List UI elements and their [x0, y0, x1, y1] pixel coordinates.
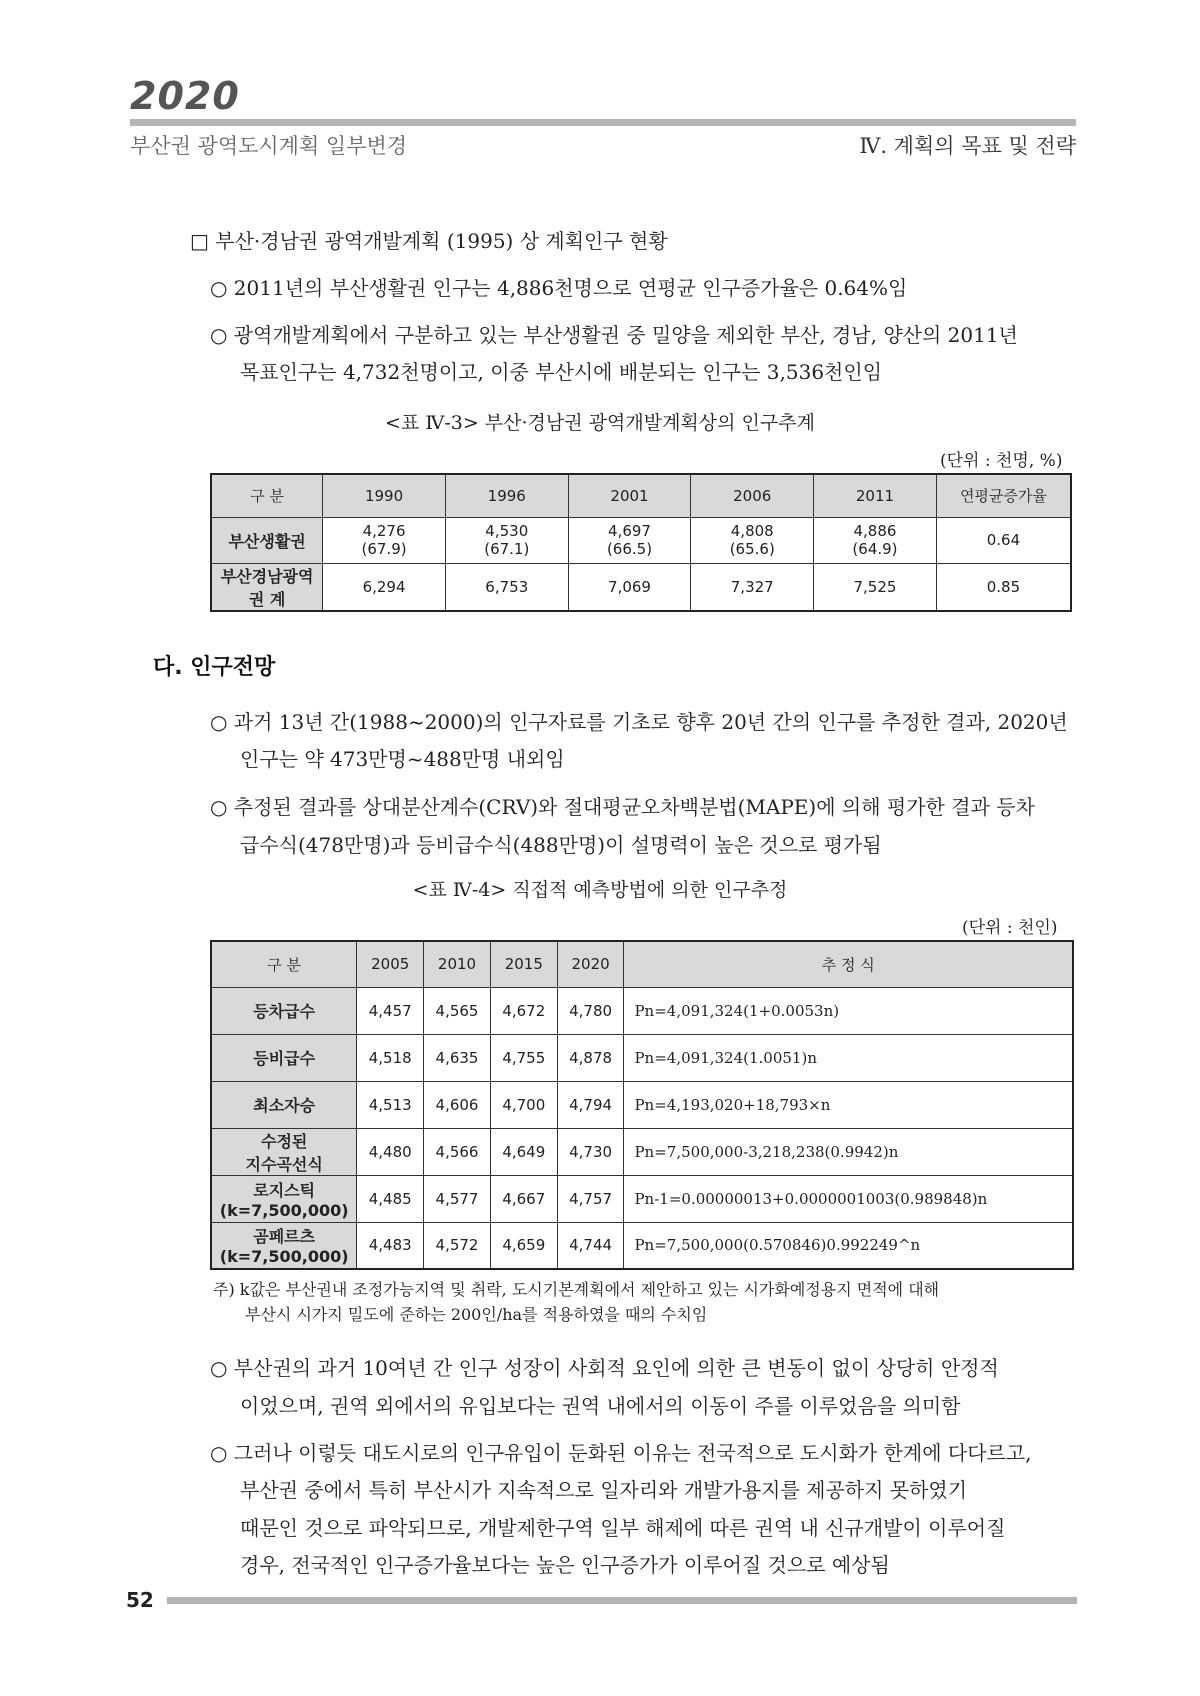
- table2-header-cell: 2020: [557, 941, 624, 987]
- table2-header-cell: 추 정 식: [624, 941, 1073, 987]
- table2-header-cell: 구 분: [211, 941, 357, 987]
- intro-bullet-1: ○ 2011년의 부산생활권 인구는 4,886천명으로 연평균 인구증가율은 0.64%임: [210, 276, 908, 300]
- header-right-title: Ⅳ. 계획의 목표 및 전략: [859, 134, 1076, 158]
- section-bullet-1-line-2: 인구는 약 473만명~488만명 내외임: [240, 747, 565, 771]
- table-row: [211, 1222, 1073, 1269]
- table2-cell: 4,730: [557, 1128, 624, 1175]
- table1: [210, 473, 1072, 612]
- table2-cell: 4,518: [357, 1034, 424, 1081]
- table1-caption: <표 Ⅳ-3> 부산·경남권 광역개발계획상의 인구추계: [385, 412, 815, 434]
- table2-cell: 4,672: [490, 987, 557, 1034]
- table2-row-label: 수정된 지수곡선식: [211, 1128, 357, 1175]
- table2-cell: 4,744: [557, 1222, 624, 1269]
- closing-bullet-2-line-3: 때문인 것으로 파악되므로, 개발제한구역 일부 해제에 따른 권역 내 신규개발이 이루어질: [240, 1516, 1006, 1540]
- table1-cell: 7,525: [814, 563, 937, 611]
- table2-cell: 4,667: [490, 1175, 557, 1222]
- table2-cell: 4,565: [424, 987, 491, 1034]
- header-year: 2020: [130, 74, 240, 118]
- section-bullet-2-line-2: 급수식(478만명)과 등비급수식(488만명)이 설명력이 높은 것으로 평가됨: [240, 833, 882, 857]
- page-number: 52: [126, 1588, 154, 1612]
- intro-bullet-2-line-2: 목표인구는 4,732천명이고, 이중 부산시에 배분되는 인구는 3,536천인임: [240, 360, 883, 384]
- table2-header-cell: 2015: [490, 941, 557, 987]
- table1-unit: (단위 : 천명, %): [940, 451, 1063, 471]
- table1-cell: 4,808 (65.6): [691, 517, 814, 563]
- table1-cell: 4,276 (67.9): [323, 517, 446, 563]
- table-row: [211, 1175, 1073, 1222]
- section-title: 다. 인구전망: [153, 655, 276, 680]
- table2-formula: Pn-1=0.00000013+0.0000001003(0.989848)n: [624, 1175, 1073, 1222]
- closing-bullet-2-line-1: ○ 그러나 이렇듯 대도시로의 인구유입이 둔화된 이유는 전국적으로 도시화가 한계에 다다르고,: [210, 1441, 1032, 1465]
- table2-note-line-2: 부산시 시가지 밀도에 준하는 200인/ha를 적용하였을 때의 수치임: [245, 1305, 708, 1324]
- intro-bullet-2-line-1: ○ 광역개발계획에서 구분하고 있는 부산생활권 중 밀양을 제외한 부산, 경남, 양산의 2011년: [210, 323, 1018, 347]
- table1-row-label: 부산경남광역 권 계: [211, 563, 323, 611]
- table1-header-cell: 2011: [814, 474, 937, 517]
- table2-cell: 4,700: [490, 1081, 557, 1128]
- closing-bullet-1-line-1: ○ 부산권의 과거 10여년 간 인구 성장이 사회적 요인에 의한 큰 변동이 없이 상당히 안정적: [210, 1356, 999, 1380]
- table2-note-line-1: 주) k값은 부산권내 조정가능지역 및 취락, 도시기본계획에서 제안하고 있는 시가화예정용지 면적에 대해: [213, 1280, 940, 1299]
- table2-row-label: 최소자승: [211, 1081, 357, 1128]
- table1-cell: 6,753: [445, 563, 568, 611]
- table2-header-cell: 2010: [424, 941, 491, 987]
- table2-cell: 4,780: [557, 987, 624, 1034]
- header-left-title: 부산권 광역도시계획 일부변경: [130, 134, 408, 158]
- table1-row-label: 부산생활권: [211, 517, 323, 563]
- table1-rate-cell: 0.64: [936, 517, 1071, 563]
- table1-rate-cell: 0.85: [936, 563, 1071, 611]
- table-row: [211, 987, 1073, 1034]
- table2-cell: 4,635: [424, 1034, 491, 1081]
- table1-header-cell: 1996: [445, 474, 568, 517]
- table2-cell: 4,513: [357, 1081, 424, 1128]
- table-row: [211, 1128, 1073, 1175]
- table2-row-label: 곰페르츠 (k=7,500,000): [211, 1222, 357, 1269]
- table1-cell: 4,697 (66.5): [568, 517, 691, 563]
- footer-rule: [167, 1597, 1077, 1604]
- table1-header-cell: 1990: [323, 474, 446, 517]
- table1-header-cell: 2001: [568, 474, 691, 517]
- table2-cell: 4,566: [424, 1128, 491, 1175]
- closing-bullet-2-line-4: 경우, 전국적인 인구증가율보다는 높은 인구증가가 이루어질 것으로 예상됨: [240, 1553, 890, 1577]
- table2-formula: Pn=4,091,324(1+0.0053n): [624, 987, 1073, 1034]
- table2-cell: 4,757: [557, 1175, 624, 1222]
- table2-cell: 4,577: [424, 1175, 491, 1222]
- table2-row-label: 등차급수: [211, 987, 357, 1034]
- section-bullet-1-line-1: ○ 과거 13년 간(1988~2000)의 인구자료를 기초로 향후 20년 간의 인구를 추정한 결과, 2020년: [210, 710, 1068, 734]
- table2-caption: <표 Ⅳ-4> 직접적 예측방법에 의한 인구추정: [412, 879, 788, 901]
- table2-cell: 4,606: [424, 1081, 491, 1128]
- header-rule: [130, 119, 1076, 126]
- table1-header-cell: 2006: [691, 474, 814, 517]
- table2-cell: 4,794: [557, 1081, 624, 1128]
- table1-header-cell: 연평균증가율: [936, 474, 1071, 517]
- table2-formula: Pn=7,500,000(0.570846)0.992249^n: [624, 1222, 1073, 1269]
- table1-cell: 7,069: [568, 563, 691, 611]
- section-bullet-2-line-1: ○ 추정된 결과를 상대분산계수(CRV)와 절대평균오차백분법(MAPE)에 의해 평가한 결과 등차: [210, 795, 1035, 819]
- table2-row-label: 로지스틱 (k=7,500,000): [211, 1175, 357, 1222]
- table2-cell: 4,572: [424, 1222, 491, 1269]
- closing-bullet-2-line-2: 부산권 중에서 특히 부산시가 지속적으로 일자리와 개발가용지를 제공하지 못하였기: [240, 1478, 968, 1502]
- table1-header-cell: 구 분: [211, 474, 323, 517]
- table2-cell: 4,755: [490, 1034, 557, 1081]
- table2-cell: 4,457: [357, 987, 424, 1034]
- table-row: [211, 1034, 1073, 1081]
- table2-cell: 4,649: [490, 1128, 557, 1175]
- intro-heading: □ 부산·경남권 광역개발계획 (1995) 상 계획인구 현황: [190, 229, 668, 253]
- table2-formula: Pn=4,091,324(1.0051)n: [624, 1034, 1073, 1081]
- table2-header-row: [211, 941, 1073, 987]
- table2-cell: 4,480: [357, 1128, 424, 1175]
- table1-cell: 4,530 (67.1): [445, 517, 568, 563]
- table-row: [211, 563, 1071, 611]
- table1-cell: 6,294: [323, 563, 446, 611]
- table-row: [211, 517, 1071, 563]
- table2-header-cell: 2005: [357, 941, 424, 987]
- table2-cell: 4,483: [357, 1222, 424, 1269]
- table2-row-label: 등비급수: [211, 1034, 357, 1081]
- table-row: [211, 1081, 1073, 1128]
- table2-cell: 4,878: [557, 1034, 624, 1081]
- table2-formula: Pn=4,193,020+18,793×n: [624, 1081, 1073, 1128]
- closing-bullet-1-line-2: 이었으며, 권역 외에서의 유입보다는 권역 내에서의 이동이 주를 이루었음을 의미함: [240, 1394, 961, 1418]
- table2: [210, 940, 1074, 1270]
- table2-cell: 4,659: [490, 1222, 557, 1269]
- table1-cell: 7,327: [691, 563, 814, 611]
- table2-unit: (단위 : 천인): [962, 918, 1058, 938]
- table1-cell: 4,886 (64.9): [814, 517, 937, 563]
- table2-cell: 4,485: [357, 1175, 424, 1222]
- table2-formula: Pn=7,500,000-3,218,238(0.9942)n: [624, 1128, 1073, 1175]
- table1-header-row: [211, 474, 1071, 517]
